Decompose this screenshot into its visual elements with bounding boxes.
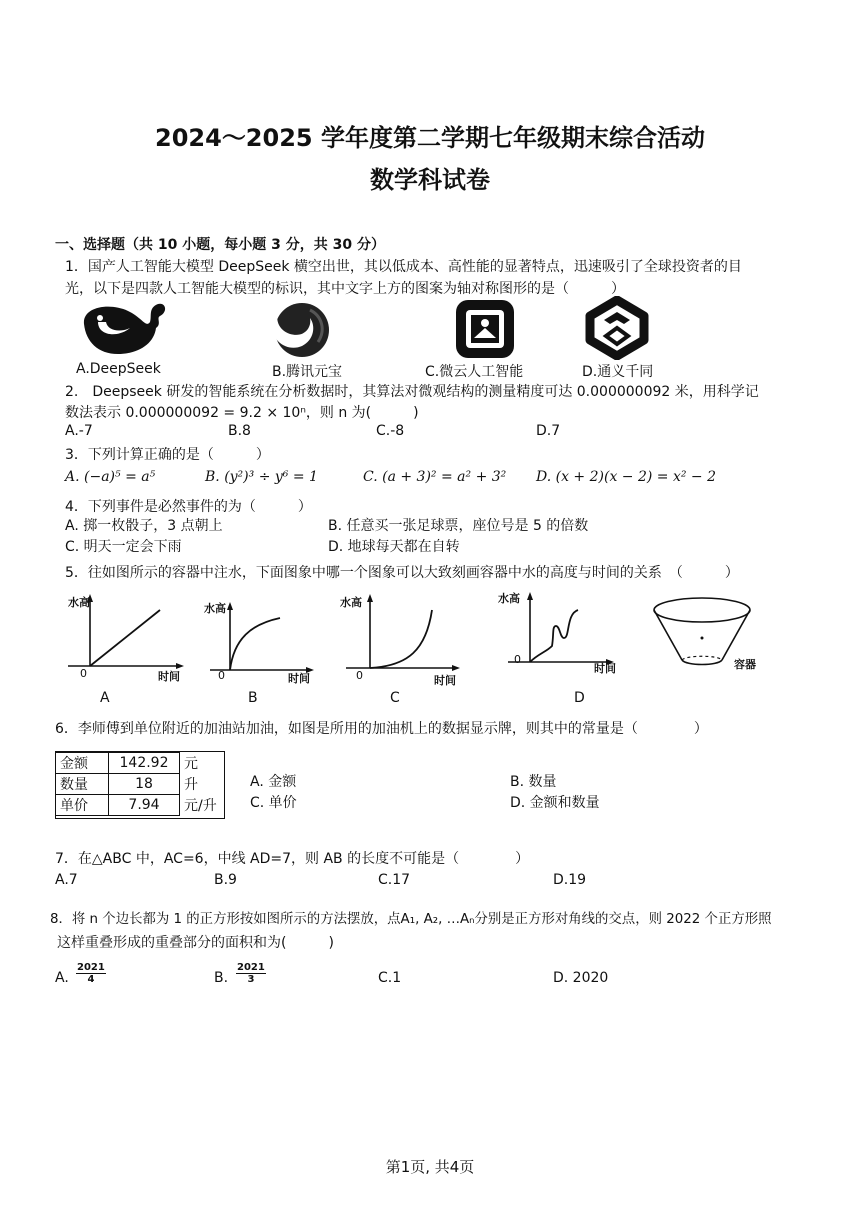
- graph-c-x-label: 时间: [434, 674, 456, 687]
- deepseek-whale-icon: [78, 298, 170, 360]
- q2-option-b: B.8: [228, 423, 251, 439]
- pump-cell: 7.94: [109, 795, 180, 816]
- q1-option-c: C.微云人工智能: [425, 364, 524, 380]
- q1-option-b: B.腾讯元宝: [272, 364, 343, 380]
- exam-title-line2: 数学科试卷: [370, 166, 490, 194]
- q8-option-c: C.1: [378, 970, 402, 986]
- q2-option-c: C.-8: [376, 423, 405, 439]
- q1-line1: 1．国产人工智能大模型 DeepSeek 横空出世，其以低成本、高性能的显著特点，迅速吸引了全球投资者的目: [65, 259, 742, 275]
- q7-option-b: B.9: [214, 872, 237, 888]
- graph-a-x-label: 时间: [158, 670, 180, 683]
- yuanbao-icon: [266, 296, 336, 360]
- q2-option-a: A.-7: [65, 423, 93, 439]
- graph-d-label: D: [574, 690, 585, 706]
- pump-cell: 数量: [56, 774, 109, 795]
- q8-option-a-fraction: [76, 962, 106, 985]
- q8-option-b-denominator: 3: [247, 974, 255, 985]
- q1-option-a: A.DeepSeek: [76, 361, 161, 377]
- q5-stem: 5．往如图所示的容器中注水，下面图象中哪一个图象可以大致刻画容器中水的高度与时间的关系 （ ）: [65, 565, 739, 581]
- q8-option-b-numerator: 2021: [237, 962, 265, 973]
- q6-stem: 6．李师傅到单位附近的加油站加油，如图是所用的加油机上的数据显示牌，则其中的常量是（ ）: [55, 721, 708, 737]
- q4-option-c: C. 明天一定会下雨: [65, 539, 182, 555]
- q8-option-b-label: B.: [214, 970, 229, 986]
- graph-b-x-label: 时间: [288, 672, 310, 685]
- pump-outer-frame: [55, 751, 225, 819]
- q4-option-d: D. 地球每天都在自转: [328, 539, 460, 555]
- q6-option-d: D. 金额和数量: [510, 795, 600, 811]
- q1-line2: 光，以下是四款人工智能大模型的标识，其中文字上方的图案为轴对称图形的是（ ）: [65, 281, 625, 297]
- graph-b-y-label: 水高: [204, 602, 226, 615]
- pump-cell: 金额: [56, 753, 109, 774]
- section-heading: 一、选择题（共 10 小题，每小题 3 分，共 30 分）: [55, 237, 385, 253]
- pump-cell: 元/升: [180, 795, 231, 816]
- q1-option-d: D.通义千同: [582, 364, 654, 380]
- q3-stem: 3．下列计算正确的是（ ）: [65, 447, 270, 463]
- graph-b-label: B: [248, 690, 258, 706]
- q4-stem: 4．下列事件是必然事件的为（ ）: [65, 499, 312, 515]
- pump-cell: 142.92: [109, 753, 180, 774]
- q6-option-a: A. 金额: [250, 774, 297, 790]
- tongyi-icon: [584, 296, 650, 360]
- pump-cell: 升: [180, 774, 231, 795]
- q8-option-a-label: A.: [55, 970, 69, 986]
- q8-option-a-denominator: 4: [87, 974, 95, 985]
- container-label: 容器: [734, 658, 756, 671]
- graph-d-y-label: 水高: [498, 592, 520, 605]
- graph-b-origin: 0: [218, 669, 225, 682]
- q7-option-d: D.19: [553, 872, 587, 888]
- q4-option-b: B. 任意买一张足球票，座位号是 5 的倍数: [328, 518, 589, 534]
- graph-a-origin: 0: [80, 667, 87, 680]
- q7-option-c: C.17: [378, 872, 411, 888]
- pump-cell: 单价: [56, 795, 109, 816]
- graph-c-y-label: 水高: [340, 596, 362, 609]
- graph-a-label: A: [100, 690, 110, 706]
- graph-d-origin: 0: [514, 653, 521, 666]
- exam-title-line1: 2024～2025 学年度第二学期七年级期末综合活动: [155, 124, 705, 152]
- pump-cell: 元: [180, 753, 231, 774]
- weiyun-icon: [454, 298, 516, 360]
- graph-a-y-label: 水高: [68, 596, 90, 609]
- q2-option-d: D.7: [536, 423, 561, 439]
- q3-option-d: D. (x + 2)(x − 2) = x² − 2: [536, 469, 717, 485]
- q8-option-a-numerator: 2021: [77, 962, 105, 973]
- q8-option-d: D. 2020: [553, 970, 609, 986]
- q8-line1: 8．将 n 个边长都为 1 的正方形按如图所示的方法摆放，点A₁, A₂, …Aₙ分别是正方形对角线的交点，则 2022 个正方形照: [50, 912, 772, 927]
- q6-option-c: C. 单价: [250, 795, 297, 811]
- q4-option-a: A. 掷一枚骰子，3 点朝上: [65, 518, 223, 534]
- q2-line2: 数法表示 0.000000092 = 9.2 × 10ⁿ，则 n 为( ): [65, 405, 419, 421]
- q7-option-a: A.7: [55, 872, 78, 888]
- q6-option-b: B. 数量: [510, 774, 557, 790]
- page-number: 第1页, 共4页: [385, 1158, 475, 1176]
- graph-c-label: C: [390, 690, 400, 706]
- q7-stem: 7．在△ABC 中，AC=6，中线 AD=7，则 AB 的长度不可能是（ ）: [55, 851, 530, 867]
- graph-c-origin: 0: [356, 669, 363, 682]
- q8-option-b-fraction: [236, 962, 266, 985]
- pump-cell: 18: [109, 774, 180, 795]
- q2-line1: 2. Deepseek 研发的智能系统在分析数据时，其算法对微观结构的测量精度可达 0.000000092 米，用科学记: [65, 384, 759, 400]
- q3-option-c: C. (a + 3)² = a² + 3²: [363, 469, 507, 485]
- q3-option-b: B. (y²)³ ÷ y⁶ = 1: [205, 469, 318, 485]
- q8-line2: 这样重叠形成的重叠部分的面积和为( ): [57, 935, 334, 951]
- q3-option-a: A. (−a)⁵ = a⁵: [65, 469, 156, 485]
- graph-d-x-label: 时间: [594, 662, 616, 675]
